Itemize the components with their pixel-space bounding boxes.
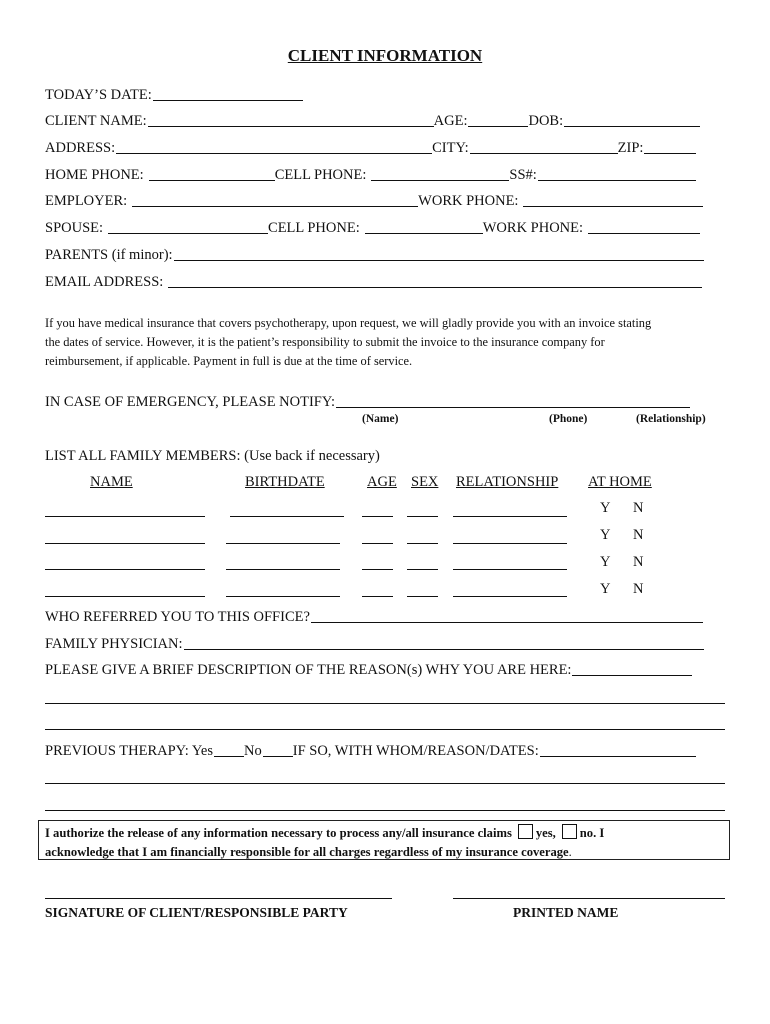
spouse-label: SPOUSE: xyxy=(45,220,104,236)
therapy-details-field[interactable] xyxy=(540,742,696,757)
col-age: AGE xyxy=(367,474,397,490)
work-phone-label: WORK PHONE: xyxy=(418,193,519,209)
cell-phone-field[interactable] xyxy=(371,166,509,181)
spouse-field[interactable] xyxy=(108,219,268,234)
row-email xyxy=(45,271,702,291)
family-relationship-field[interactable] xyxy=(453,596,567,597)
family-name-field[interactable] xyxy=(45,516,205,517)
family-sex-field[interactable] xyxy=(407,569,438,570)
row-employer xyxy=(45,190,703,210)
spouse-work-phone-field[interactable] xyxy=(588,219,700,234)
dob-field[interactable] xyxy=(564,112,700,127)
spouse-cell-phone-label: CELL PHONE: xyxy=(268,220,360,236)
referred-label: WHO REFERRED YOU TO THIS OFFICE? xyxy=(45,609,310,625)
family-age-field[interactable] xyxy=(362,596,393,597)
family-age-field[interactable] xyxy=(362,569,393,570)
dob-label: DOB: xyxy=(528,113,564,129)
family-sex-field[interactable] xyxy=(407,516,438,517)
previous-therapy-label: PREVIOUS THERAPY: Yes xyxy=(45,743,214,759)
therapy-line[interactable] xyxy=(45,783,725,784)
todays-date-label: TODAY’S DATE: xyxy=(45,87,152,103)
therapy-line[interactable] xyxy=(45,810,725,811)
row-parents xyxy=(45,244,704,264)
family-age-field[interactable] xyxy=(362,516,393,517)
therapy-no-label: No xyxy=(244,743,262,759)
city-field[interactable] xyxy=(470,139,618,154)
email-field[interactable] xyxy=(168,273,702,288)
reason-line[interactable] xyxy=(45,729,725,730)
family-birthdate-field[interactable] xyxy=(226,596,340,597)
insurance-note-line: the dates of service. However, it is the patient’s responsibility to submit the invoice to the insurance company for xyxy=(45,335,605,349)
employer-label: EMPLOYER: xyxy=(45,193,128,209)
address-field[interactable] xyxy=(116,139,432,154)
emergency-name-caption: (Name) xyxy=(362,413,399,425)
ssn-label: SS#: xyxy=(509,167,537,183)
col-at-home: AT HOME xyxy=(588,474,652,490)
family-name-field[interactable] xyxy=(45,569,205,570)
physician-label: FAMILY PHYSICIAN: xyxy=(45,636,183,652)
at-home-yes[interactable]: Y xyxy=(600,554,611,570)
col-sex: SEX xyxy=(411,474,439,490)
age-label: AGE: xyxy=(433,113,468,129)
parents-field[interactable] xyxy=(174,246,704,261)
row-referred xyxy=(45,606,703,626)
authorization-box xyxy=(38,820,730,860)
reason-line[interactable] xyxy=(45,703,725,704)
col-name: NAME xyxy=(90,474,133,490)
at-home-yes[interactable]: Y xyxy=(600,500,611,516)
authorization-period: . xyxy=(568,845,572,859)
authorization-line-2 xyxy=(45,843,723,862)
emergency-field[interactable] xyxy=(336,393,690,408)
row-previous-therapy xyxy=(45,740,696,760)
row-reason xyxy=(45,659,692,679)
family-sex-field[interactable] xyxy=(407,543,438,544)
client-signature-label: SIGNATURE OF CLIENT/RESPONSIBLE PARTY xyxy=(45,905,348,920)
spouse-cell-phone-field[interactable] xyxy=(365,219,483,234)
family-birthdate-field[interactable] xyxy=(226,543,340,544)
at-home-no[interactable]: N xyxy=(633,500,644,516)
row-client-name xyxy=(45,110,700,130)
work-phone-field[interactable] xyxy=(523,192,703,207)
insurance-note xyxy=(45,314,735,371)
family-name-field[interactable] xyxy=(45,596,205,597)
spouse-work-phone-label: WORK PHONE: xyxy=(482,220,584,236)
referred-field[interactable] xyxy=(311,608,703,623)
family-birthdate-field[interactable] xyxy=(230,516,344,517)
row-todays-date xyxy=(45,84,303,104)
no-checkbox[interactable] xyxy=(562,824,577,839)
home-phone-field[interactable] xyxy=(149,166,275,181)
family-name-field[interactable] xyxy=(45,543,205,544)
emergency-label: IN CASE OF EMERGENCY, PLEASE NOTIFY: xyxy=(45,394,336,410)
family-relationship-field[interactable] xyxy=(453,543,567,544)
therapy-ifso-label: IF SO, WITH WHOM/REASON/DATES: xyxy=(292,743,539,759)
address-label: ADDRESS: xyxy=(45,140,116,156)
therapy-yes-field[interactable] xyxy=(214,742,244,757)
email-label: EMAIL ADDRESS: xyxy=(45,274,164,290)
form-title: CLIENT INFORMATION xyxy=(287,46,483,65)
at-home-yes[interactable]: Y xyxy=(600,581,611,597)
ssn-field[interactable] xyxy=(538,166,696,181)
row-physician xyxy=(45,633,704,653)
at-home-no[interactable]: N xyxy=(633,581,644,597)
todays-date-field[interactable] xyxy=(153,86,303,101)
family-heading xyxy=(45,445,380,465)
emergency-phone-caption: (Phone) xyxy=(549,413,588,425)
physician-field[interactable] xyxy=(184,635,704,650)
authorization-text: I authorize the release of any information necessary to process any/all insurance claims xyxy=(45,826,512,840)
family-sex-field[interactable] xyxy=(407,596,438,597)
at-home-no[interactable]: N xyxy=(633,554,644,570)
insurance-note-line: reimbursement, if applicable. Payment in full is due at the time of service. xyxy=(45,354,413,368)
therapy-no-field[interactable] xyxy=(263,742,293,757)
family-relationship-field[interactable] xyxy=(453,569,567,570)
yes-checkbox[interactable] xyxy=(518,824,533,839)
row-address xyxy=(45,137,696,157)
no-checkbox-label: no. I xyxy=(579,826,605,840)
zip-label: ZIP: xyxy=(617,140,644,156)
at-home-yes[interactable]: Y xyxy=(600,527,611,543)
col-relationship: RELATIONSHIP xyxy=(456,474,559,490)
age-field[interactable] xyxy=(468,112,528,127)
home-phone-label: HOME PHONE: xyxy=(45,167,144,183)
zip-field[interactable] xyxy=(644,139,696,154)
authorization-acknowledge: acknowledge that I am financially responsible for all charges regardless of my insurance coverage xyxy=(45,845,569,859)
family-birthdate-field[interactable] xyxy=(226,569,340,570)
row-home-phone xyxy=(45,164,696,184)
printed-name-field[interactable] xyxy=(453,898,725,899)
parents-label: PARENTS (if minor): xyxy=(45,247,173,263)
client-name-label: CLIENT NAME: xyxy=(45,113,147,129)
col-birthdate: BIRTHDATE xyxy=(245,474,325,490)
printed-name-label: PRINTED NAME xyxy=(513,905,619,920)
emergency-relationship-caption: (Relationship) xyxy=(636,413,706,425)
client-signature-field[interactable] xyxy=(45,898,392,899)
reason-field[interactable] xyxy=(572,661,692,676)
at-home-no[interactable]: N xyxy=(633,527,644,543)
authorization-line-1 xyxy=(45,824,723,843)
employer-field[interactable] xyxy=(132,192,418,207)
cell-phone-label: CELL PHONE: xyxy=(274,167,367,183)
row-spouse xyxy=(45,217,700,237)
yes-checkbox-label: yes, xyxy=(535,826,556,840)
family-relationship-field[interactable] xyxy=(453,516,567,517)
row-emergency xyxy=(45,391,690,411)
family-age-field[interactable] xyxy=(362,543,393,544)
city-label: CITY: xyxy=(432,140,469,156)
family-heading-text: LIST ALL FAMILY MEMBERS: (Use back if necessary) xyxy=(45,448,380,464)
reason-label: PLEASE GIVE A BRIEF DESCRIPTION OF THE REASON(s) WHY YOU ARE HERE: xyxy=(45,662,572,678)
client-name-field[interactable] xyxy=(148,112,434,127)
insurance-note-line: If you have medical insurance that covers psychotherapy, upon request, we will gladly provide you with an invoice stating xyxy=(45,316,652,330)
